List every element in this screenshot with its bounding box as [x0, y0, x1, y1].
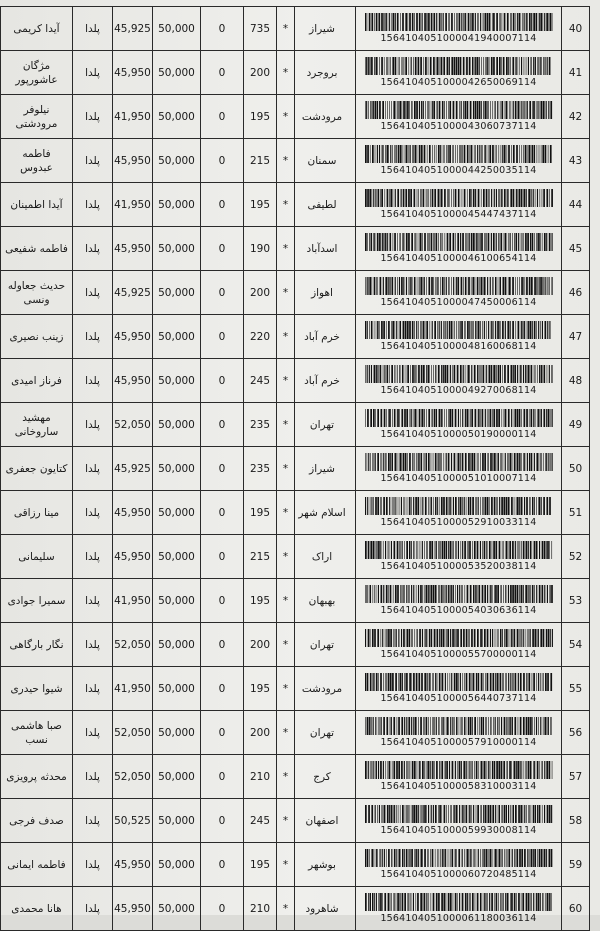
barcode-cell — [356, 755, 562, 799]
table-row — [1, 403, 590, 447]
extra-fee-cell: 0 — [201, 7, 244, 51]
tracking-number: 1564104051000056440737114 — [380, 693, 537, 704]
net-amount-cell: 41,950 — [113, 579, 153, 623]
destination-city-cell: سمنان — [295, 139, 356, 183]
price-cell: 50,000 — [153, 447, 201, 491]
destination-city-cell: تهران — [295, 623, 356, 667]
recipient-name-cell: کتایون جعفری — [1, 447, 73, 491]
tracking-number: 1564104051000059930008114 — [380, 825, 537, 836]
service-type-cell: پلدا — [73, 183, 113, 227]
barcode-graphic — [365, 277, 553, 295]
row-number-cell: 42 — [562, 95, 590, 139]
extra-fee-cell: 0 — [201, 139, 244, 183]
recipient-name-cell: فرناز امیدی — [1, 359, 73, 403]
table-row — [1, 667, 590, 711]
service-type-cell: پلدا — [73, 667, 113, 711]
recipient-name-cell: فاطمه عبدوس — [1, 139, 73, 183]
tracking-number: 1564104051000054030636114 — [380, 605, 537, 616]
table-row — [1, 491, 590, 535]
tracking-number: 1564104051000048160068114 — [380, 341, 537, 352]
table-row — [1, 315, 590, 359]
table-row — [1, 139, 590, 183]
extra-fee-cell: 0 — [201, 491, 244, 535]
table-row — [1, 447, 590, 491]
barcode-graphic — [365, 673, 553, 691]
net-amount-cell: 45,925 — [113, 271, 153, 315]
table-row — [1, 51, 590, 95]
price-cell: 50,000 — [153, 623, 201, 667]
barcode-cell — [356, 623, 562, 667]
marker-cell: * — [277, 227, 295, 271]
tracking-number: 1564104051000057910000114 — [380, 737, 537, 748]
table-row — [1, 183, 590, 227]
tracking-number: 1564104051000052910033114 — [380, 517, 537, 528]
recipient-name-cell: صبا هاشمی نسب — [1, 711, 73, 755]
price-cell: 50,000 — [153, 711, 201, 755]
weight-cell: 210 — [244, 887, 277, 931]
net-amount-cell: 45,925 — [113, 447, 153, 491]
marker-cell: * — [277, 51, 295, 95]
service-type-cell: پلدا — [73, 7, 113, 51]
net-amount-cell: 45,950 — [113, 887, 153, 931]
recipient-name-cell: نیلوفر مرودشتی — [1, 95, 73, 139]
barcode-graphic — [365, 717, 553, 735]
net-amount-cell: 41,950 — [113, 183, 153, 227]
tracking-number: 1564104051000047450006114 — [380, 297, 537, 308]
service-type-cell: پلدا — [73, 315, 113, 359]
row-number-cell: 46 — [562, 271, 590, 315]
weight-cell: 235 — [244, 403, 277, 447]
destination-city-cell: تهران — [295, 711, 356, 755]
service-type-cell: پلدا — [73, 535, 113, 579]
destination-city-cell: مرودشت — [295, 667, 356, 711]
weight-cell: 235 — [244, 447, 277, 491]
net-amount-cell: 45,950 — [113, 315, 153, 359]
price-cell: 50,000 — [153, 51, 201, 95]
barcode-cell — [356, 359, 562, 403]
marker-cell: * — [277, 403, 295, 447]
barcode-cell — [356, 491, 562, 535]
service-type-cell: پلدا — [73, 711, 113, 755]
tracking-number: 1564104051000051010007114 — [380, 473, 537, 484]
marker-cell: * — [277, 579, 295, 623]
barcode-cell — [356, 447, 562, 491]
destination-city-cell: اسلام شهر — [295, 491, 356, 535]
price-cell: 50,000 — [153, 755, 201, 799]
tracking-number: 1564104051000045447437114 — [380, 209, 537, 220]
marker-cell: * — [277, 887, 295, 931]
destination-city-cell: شیراز — [295, 447, 356, 491]
price-cell: 50,000 — [153, 7, 201, 51]
price-cell: 50,000 — [153, 315, 201, 359]
weight-cell: 245 — [244, 799, 277, 843]
weight-cell: 200 — [244, 271, 277, 315]
weight-cell: 195 — [244, 183, 277, 227]
weight-cell: 195 — [244, 843, 277, 887]
extra-fee-cell: 0 — [201, 667, 244, 711]
extra-fee-cell: 0 — [201, 315, 244, 359]
barcode-graphic — [365, 585, 553, 603]
price-cell: 50,000 — [153, 887, 201, 931]
price-cell: 50,000 — [153, 403, 201, 447]
destination-city-cell: خرم آباد — [295, 315, 356, 359]
table-row — [1, 755, 590, 799]
row-number-cell: 53 — [562, 579, 590, 623]
price-cell: 50,000 — [153, 579, 201, 623]
price-cell: 50,000 — [153, 183, 201, 227]
recipient-name-cell: صدف فرجی — [1, 799, 73, 843]
table-row — [1, 271, 590, 315]
service-type-cell: پلدا — [73, 887, 113, 931]
net-amount-cell: 41,950 — [113, 667, 153, 711]
price-cell: 50,000 — [153, 359, 201, 403]
service-type-cell: پلدا — [73, 623, 113, 667]
row-number-cell: 50 — [562, 447, 590, 491]
price-cell: 50,000 — [153, 227, 201, 271]
weight-cell: 245 — [244, 359, 277, 403]
row-number-cell: 47 — [562, 315, 590, 359]
row-number-cell: 52 — [562, 535, 590, 579]
marker-cell: * — [277, 667, 295, 711]
extra-fee-cell: 0 — [201, 51, 244, 95]
recipient-name-cell: محدثه پرویزی — [1, 755, 73, 799]
weight-cell: 195 — [244, 95, 277, 139]
recipient-name-cell: آیدا کریمی — [1, 7, 73, 51]
recipient-name-cell: حدیث جعاوله ونسی — [1, 271, 73, 315]
net-amount-cell: 45,950 — [113, 227, 153, 271]
row-number-cell: 56 — [562, 711, 590, 755]
barcode-graphic — [365, 101, 553, 119]
tracking-number: 1564104051000060720485114 — [380, 869, 537, 880]
barcode-cell — [356, 799, 562, 843]
weight-cell: 195 — [244, 491, 277, 535]
barcode-graphic — [365, 497, 553, 515]
service-type-cell: پلدا — [73, 447, 113, 491]
service-type-cell: پلدا — [73, 139, 113, 183]
weight-cell: 190 — [244, 227, 277, 271]
marker-cell: * — [277, 623, 295, 667]
barcode-cell — [356, 843, 562, 887]
marker-cell: * — [277, 755, 295, 799]
service-type-cell: پلدا — [73, 491, 113, 535]
shipment-table — [0, 6, 590, 931]
destination-city-cell: اسدآباد — [295, 227, 356, 271]
net-amount-cell: 45,950 — [113, 491, 153, 535]
extra-fee-cell: 0 — [201, 711, 244, 755]
price-cell: 50,000 — [153, 799, 201, 843]
destination-city-cell: اراک — [295, 535, 356, 579]
marker-cell: * — [277, 843, 295, 887]
row-number-cell: 44 — [562, 183, 590, 227]
service-type-cell: پلدا — [73, 51, 113, 95]
recipient-name-cell: فاطمه ایمانی — [1, 843, 73, 887]
tracking-number: 1564104051000041940007114 — [380, 33, 537, 44]
recipient-name-cell: نگار بارگاهی — [1, 623, 73, 667]
table-row — [1, 711, 590, 755]
table-row — [1, 623, 590, 667]
table-row — [1, 579, 590, 623]
extra-fee-cell: 0 — [201, 535, 244, 579]
price-cell: 50,000 — [153, 491, 201, 535]
price-cell: 50,000 — [153, 843, 201, 887]
recipient-name-cell: هانا محمدی — [1, 887, 73, 931]
barcode-cell — [356, 227, 562, 271]
net-amount-cell: 45,950 — [113, 139, 153, 183]
net-amount-cell: 41,950 — [113, 95, 153, 139]
barcode-cell — [356, 887, 562, 931]
destination-city-cell: کرج — [295, 755, 356, 799]
destination-city-cell: بوشهر — [295, 843, 356, 887]
destination-city-cell: تهران — [295, 403, 356, 447]
extra-fee-cell: 0 — [201, 579, 244, 623]
barcode-cell — [356, 579, 562, 623]
service-type-cell: پلدا — [73, 799, 113, 843]
tracking-number: 1564104051000055700000114 — [380, 649, 537, 660]
barcode-graphic — [365, 541, 553, 559]
extra-fee-cell: 0 — [201, 447, 244, 491]
row-number-cell: 48 — [562, 359, 590, 403]
destination-city-cell: شاهرود — [295, 887, 356, 931]
barcode-graphic — [365, 761, 553, 779]
net-amount-cell: 45,925 — [113, 7, 153, 51]
destination-city-cell: اهواز — [295, 271, 356, 315]
barcode-graphic — [365, 453, 553, 471]
weight-cell: 215 — [244, 535, 277, 579]
marker-cell: * — [277, 711, 295, 755]
barcode-cell — [356, 95, 562, 139]
net-amount-cell: 52,050 — [113, 623, 153, 667]
row-number-cell: 51 — [562, 491, 590, 535]
weight-cell: 215 — [244, 139, 277, 183]
recipient-name-cell: سلیمانی — [1, 535, 73, 579]
row-number-cell: 58 — [562, 799, 590, 843]
row-number-cell: 54 — [562, 623, 590, 667]
tracking-number: 1564104051000058310003114 — [380, 781, 537, 792]
barcode-graphic — [365, 629, 553, 647]
extra-fee-cell: 0 — [201, 755, 244, 799]
weight-cell: 200 — [244, 623, 277, 667]
barcode-graphic — [365, 13, 553, 31]
weight-cell: 220 — [244, 315, 277, 359]
table-row — [1, 95, 590, 139]
marker-cell: * — [277, 271, 295, 315]
marker-cell: * — [277, 315, 295, 359]
destination-city-cell: بروجرد — [295, 51, 356, 95]
row-number-cell: 57 — [562, 755, 590, 799]
barcode-cell — [356, 7, 562, 51]
tracking-number: 1564104051000049270068114 — [380, 385, 537, 396]
row-number-cell: 59 — [562, 843, 590, 887]
service-type-cell: پلدا — [73, 579, 113, 623]
destination-city-cell: لطیفی — [295, 183, 356, 227]
marker-cell: * — [277, 95, 295, 139]
marker-cell: * — [277, 491, 295, 535]
recipient-name-cell: شیوا حیدری — [1, 667, 73, 711]
weight-cell: 195 — [244, 667, 277, 711]
destination-city-cell: بهبهان — [295, 579, 356, 623]
table-row — [1, 843, 590, 887]
recipient-name-cell: سمیرا جوادی — [1, 579, 73, 623]
weight-cell: 210 — [244, 755, 277, 799]
barcode-cell — [356, 711, 562, 755]
barcode-graphic — [365, 321, 553, 339]
row-number-cell: 43 — [562, 139, 590, 183]
service-type-cell: پلدا — [73, 403, 113, 447]
barcode-cell — [356, 51, 562, 95]
recipient-name-cell: مهشید ساروخانی — [1, 403, 73, 447]
barcode-cell — [356, 271, 562, 315]
net-amount-cell: 52,050 — [113, 755, 153, 799]
net-amount-cell: 52,050 — [113, 711, 153, 755]
net-amount-cell: 45,950 — [113, 359, 153, 403]
barcode-graphic — [365, 233, 553, 251]
barcode-graphic — [365, 189, 553, 207]
barcode-graphic — [365, 365, 553, 383]
tracking-number: 1564104051000044250035114 — [380, 165, 537, 176]
barcode-graphic — [365, 893, 553, 911]
weight-cell: 200 — [244, 711, 277, 755]
tracking-number: 1564104051000043060737114 — [380, 121, 537, 132]
service-type-cell: پلدا — [73, 359, 113, 403]
extra-fee-cell: 0 — [201, 843, 244, 887]
service-type-cell: پلدا — [73, 227, 113, 271]
destination-city-cell: خرم آباد — [295, 359, 356, 403]
price-cell: 50,000 — [153, 95, 201, 139]
table-row — [1, 535, 590, 579]
weight-cell: 195 — [244, 579, 277, 623]
service-type-cell: پلدا — [73, 271, 113, 315]
marker-cell: * — [277, 183, 295, 227]
extra-fee-cell: 0 — [201, 403, 244, 447]
weight-cell: 735 — [244, 7, 277, 51]
barcode-cell — [356, 315, 562, 359]
tracking-number: 1564104051000053520038114 — [380, 561, 537, 572]
marker-cell: * — [277, 139, 295, 183]
barcode-graphic — [365, 409, 553, 427]
tracking-number: 1564104051000042650069114 — [380, 77, 537, 88]
destination-city-cell: اصفهان — [295, 799, 356, 843]
marker-cell: * — [277, 799, 295, 843]
barcode-graphic — [365, 57, 553, 75]
barcode-graphic — [365, 805, 553, 823]
recipient-name-cell: آیدا اطمینان — [1, 183, 73, 227]
destination-city-cell: مرودشت — [295, 95, 356, 139]
table-row — [1, 887, 590, 931]
service-type-cell: پلدا — [73, 755, 113, 799]
net-amount-cell: 45,950 — [113, 535, 153, 579]
price-cell: 50,000 — [153, 667, 201, 711]
extra-fee-cell: 0 — [201, 183, 244, 227]
extra-fee-cell: 0 — [201, 799, 244, 843]
barcode-graphic — [365, 849, 553, 867]
recipient-name-cell: فاطمه شفیعی — [1, 227, 73, 271]
service-type-cell: پلدا — [73, 95, 113, 139]
marker-cell: * — [277, 447, 295, 491]
price-cell: 50,000 — [153, 271, 201, 315]
row-number-cell: 40 — [562, 7, 590, 51]
barcode-cell — [356, 667, 562, 711]
net-amount-cell: 45,950 — [113, 843, 153, 887]
net-amount-cell: 45,950 — [113, 51, 153, 95]
marker-cell: * — [277, 7, 295, 51]
recipient-name-cell: زینب نصیری — [1, 315, 73, 359]
tracking-number: 1564104051000050190000114 — [380, 429, 537, 440]
row-number-cell: 55 — [562, 667, 590, 711]
net-amount-cell: 52,050 — [113, 403, 153, 447]
destination-city-cell: شیراز — [295, 7, 356, 51]
tracking-number: 1564104051000061180036114 — [380, 913, 537, 924]
barcode-graphic — [365, 145, 553, 163]
net-amount-cell: 50,525 — [113, 799, 153, 843]
row-number-cell: 49 — [562, 403, 590, 447]
recipient-name-cell: مینا رزاقی — [1, 491, 73, 535]
recipient-name-cell: مژگان عاشورپور — [1, 51, 73, 95]
weight-cell: 200 — [244, 51, 277, 95]
marker-cell: * — [277, 535, 295, 579]
row-number-cell: 41 — [562, 51, 590, 95]
barcode-cell — [356, 403, 562, 447]
barcode-cell — [356, 535, 562, 579]
table-row — [1, 7, 590, 51]
extra-fee-cell: 0 — [201, 271, 244, 315]
marker-cell: * — [277, 359, 295, 403]
extra-fee-cell: 0 — [201, 359, 244, 403]
extra-fee-cell: 0 — [201, 623, 244, 667]
table-row — [1, 799, 590, 843]
tracking-number: 1564104051000046100654114 — [380, 253, 537, 264]
service-type-cell: پلدا — [73, 843, 113, 887]
extra-fee-cell: 0 — [201, 227, 244, 271]
table-row — [1, 359, 590, 403]
row-number-cell: 45 — [562, 227, 590, 271]
price-cell: 50,000 — [153, 535, 201, 579]
extra-fee-cell: 0 — [201, 887, 244, 931]
barcode-cell — [356, 183, 562, 227]
barcode-cell — [356, 139, 562, 183]
extra-fee-cell: 0 — [201, 95, 244, 139]
table-row — [1, 227, 590, 271]
price-cell: 50,000 — [153, 139, 201, 183]
row-number-cell: 60 — [562, 887, 590, 931]
